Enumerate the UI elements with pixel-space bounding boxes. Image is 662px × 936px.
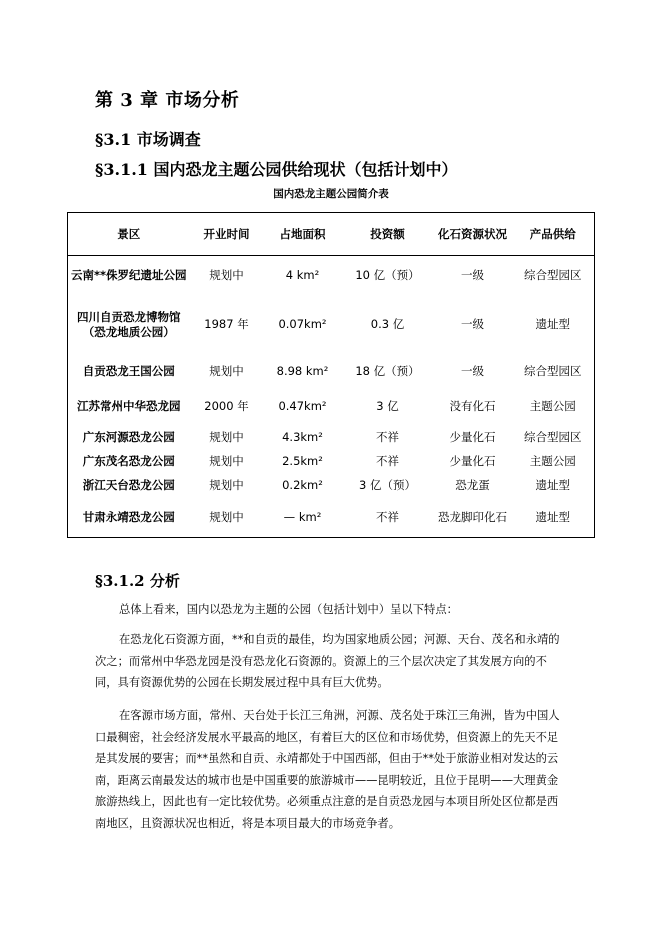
table-cell: 浙江天台恐龙公园	[82, 478, 175, 492]
table-cell: 规划中	[209, 454, 244, 468]
table-cell: 综合型园区	[524, 267, 582, 282]
table-cell: 遗址型	[535, 317, 570, 331]
table-cell: 0.3 亿	[370, 317, 405, 331]
paragraph-overview: 总体上看来，国内以恐龙为主题的公园（包括计划中）呈以下特点：	[119, 603, 458, 616]
table-cell: 没有化石	[449, 399, 496, 413]
table-cell: 少量化石	[449, 430, 496, 444]
table-cell: 4.3km²	[282, 430, 323, 444]
table-cell: 规划中	[209, 363, 244, 378]
table-cell: 0.07km²	[278, 317, 327, 331]
table-cell: 规划中	[209, 509, 244, 524]
table-row	[68, 498, 595, 538]
table-cell: 遗址型	[535, 478, 570, 492]
table-cell: 10 亿（预）	[355, 267, 420, 282]
table-cell: 规划中	[209, 267, 244, 282]
analysis-title: §3.1.2 分析	[95, 572, 180, 590]
table-cell: 一级	[461, 317, 484, 331]
table-cell: 18 亿（预）	[355, 363, 420, 378]
table-cell: 广东河源恐龙公园	[82, 430, 175, 444]
table-cell: 4 km²	[285, 267, 320, 282]
table-cell: 恐龙脚印化石	[438, 509, 507, 524]
parks-table	[67, 212, 595, 538]
table-cell: 3 亿	[376, 399, 399, 413]
table-cell: 自贡恐龙王国公园	[82, 363, 175, 378]
table-cell: 甘肃永靖恐龙公园	[82, 509, 175, 524]
table-caption: 国内恐龙主题公园简介表	[273, 188, 389, 200]
table-cell: 0.2km²	[282, 478, 323, 492]
table-row	[68, 426, 595, 450]
section-title: §3.1 市场调查	[95, 130, 201, 149]
table-cell: 2000 年	[204, 399, 249, 413]
table-cell: 不祥	[376, 430, 399, 444]
subsection-title: §3.1.1 国内恐龙主题公园供给现状（包括计划中）	[95, 160, 458, 179]
table-row	[68, 295, 595, 355]
paragraph-fossil-resources: 在恐龙化石资源方面，**和自贡的最佳，均为国家地质公园；河源、天台、茂名和永靖的次之；而常州中华恐龙园是没有恐龙化石资源的。资源上的三个层次决定了其发展方向的不同，具有资源优势的公园在长期发展过程中具有巨大优势。	[95, 633, 560, 689]
table-cell: 1987 年	[204, 317, 249, 331]
table-cell: 云南**侏罗纪遗址公园	[70, 267, 187, 282]
header-cell: 占地面积	[264, 213, 342, 256]
table-cell: 0.47km²	[278, 399, 327, 413]
table-cell: 四川自贡恐龙博物馆（恐龙地质公园）	[77, 309, 181, 339]
table-cell: 综合型园区	[524, 363, 582, 378]
table-cell: 恐龙蛋	[455, 478, 490, 492]
table-cell: 一级	[461, 363, 484, 378]
chapter-title: 第 3 章 市场分析	[95, 90, 240, 111]
table-cell: 主题公园	[529, 454, 576, 468]
table-row	[68, 256, 595, 295]
table-cell: 遗址型	[535, 509, 570, 524]
table-cell: 江苏常州中华恐龙园	[77, 399, 181, 413]
table-header-row	[68, 213, 595, 256]
table-cell: 3 亿（预）	[359, 478, 416, 492]
paragraph-tourist-market: 在客源市场方面，常州、天台处于长江三角洲，河源、茂名处于珠江三角洲，皆为中国人口最稠密，社会经济发展水平最高的地区，有着巨大的区位和市场优势，但资源上的先天不足是其发展的要害；而**虽然和自贡、永靖都处于中国西部，但由于**处于旅游业相对发达的云南，距离云南最发达的城市也是中国重要的旅游城市——昆明较近，且位于昆明——大理黄金旅游热线上，因此也有一定比较优势。必须重点注意的是自贡恐龙园与本项目所处区位都是西南地区，且资源状况也相近，将是本项目最大的市场竞争者。	[95, 709, 560, 830]
table-cell: 8.98 km²	[276, 363, 329, 378]
header-cell: 景区	[68, 213, 190, 256]
table-cell: 主题公园	[529, 399, 576, 413]
table-cell: 不祥	[376, 454, 399, 468]
table-row	[68, 355, 595, 388]
table-cell: — km²	[283, 509, 322, 524]
table-row	[68, 474, 595, 498]
header-cell: 化石资源状况	[434, 213, 512, 256]
table-cell: 规划中	[209, 478, 244, 492]
header-cell: 开业时间	[190, 213, 264, 256]
table-cell: 不祥	[376, 509, 399, 524]
table-cell: 综合型园区	[524, 430, 582, 444]
table-cell: 2.5km²	[282, 454, 323, 468]
table-cell: 一级	[461, 267, 484, 282]
table-cell: 规划中	[209, 430, 244, 444]
table-cell: 少量化石	[449, 454, 496, 468]
table-row	[68, 388, 595, 426]
header-cell: 产品供给	[512, 213, 595, 256]
header-cell: 投资额	[342, 213, 434, 256]
table-cell: 广东茂名恐龙公园	[82, 454, 175, 468]
table-row	[68, 450, 595, 474]
